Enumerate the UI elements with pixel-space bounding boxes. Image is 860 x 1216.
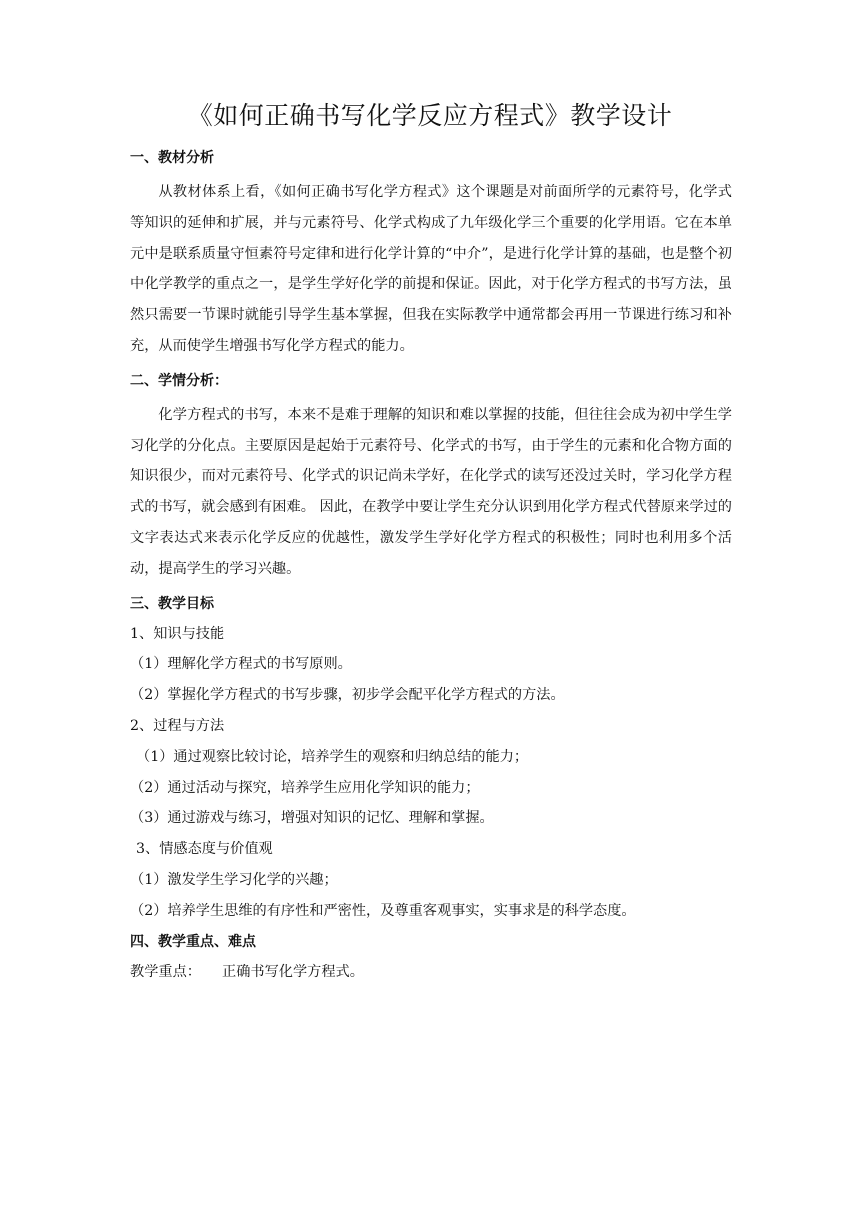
document-title: 《如何正确书写化学反应方程式》教学设计 [187, 101, 673, 130]
goal-subheading-process: 2、过程与方法 [130, 717, 225, 734]
goal-item: （2）掌握化学方程式的书写步骤，初步学会配平化学方程式的方法。 [130, 687, 565, 704]
goal-item: （3）通过游戏与练习，增强对知识的记忆、理解和掌握。 [130, 810, 494, 827]
key-point-row [130, 957, 732, 988]
section-heading-student-analysis: 二、学情分析： [130, 372, 228, 389]
goal-item: （1）激发学生学习化学的兴趣； [130, 871, 338, 888]
section-heading-teaching-goals: 三、教学目标 [130, 595, 214, 612]
student-analysis-paragraph: 化学方程式的书写，本来不是难于理解的知识和难以掌握的技能，但往往会成为初中学生学习化学的分化点。主要原因是起始于元素符号、化学式的书写，由于学生的元素和化合物方面的知识很少，而对元素符号、化学式的识记尚未学好，在化学式的读写还没过关时，学习化学方程式的书写，就会感到有困难。 因此，在教学中要让学生充分认识到用化学方程式代替原来学过的文字表达式来表示化学反应的优越性，激发学生学好化学方程式的积极性；同时也利用多个活动，提高学生的学习兴趣。 [130, 406, 732, 577]
section-heading-key-points: 四、教学重点、难点 [130, 933, 256, 950]
textbook-analysis-paragraph: 从教材体系上看，《如何正确书写化学方程式》这个课题是对前面所学的元素符号，化学式等知识的延伸和扩展，并与元素符号、化学式构成了九年级化学三个重要的化学用语。它在本单元中是联系质量守恒素符号定律和进行化学计算的“中介”，是进行化学计算的基础，也是整个初中化学教学的重点之一，是学生学好化学的前提和保证。因此，对于化学方程式的书写方法，虽然只需要一节课时就能引导学生基本掌握，但我在实际教学中通常都会再用一节课进行练习和补充，从而使学生增强书写化学方程式的能力。 [130, 184, 732, 354]
section-heading-textbook-analysis: 一、教材分析 [130, 150, 214, 166]
goal-item: （1）通过观察比较讨论，培养学生的观察和归纳总结的能力； [136, 748, 529, 765]
goal-subheading-attitude: 3、情感态度与价值观 [136, 841, 273, 858]
goal-item: （2）培养学生思维的有序性和严密性，及尊重客观事实，实事求是的科学态度。 [130, 902, 636, 919]
goal-item: （1）理解化学方程式的书写原则。 [130, 656, 352, 673]
key-point-value: 正确书写化学方程式。 [222, 963, 364, 980]
goal-subheading-knowledge: 1、知识与技能 [130, 625, 225, 642]
key-point-label: 教学重点： [130, 963, 201, 980]
document-body [130, 143, 732, 987]
goal-item: （2）通过活动与探究，培养学生应用化学知识的能力； [130, 779, 480, 796]
